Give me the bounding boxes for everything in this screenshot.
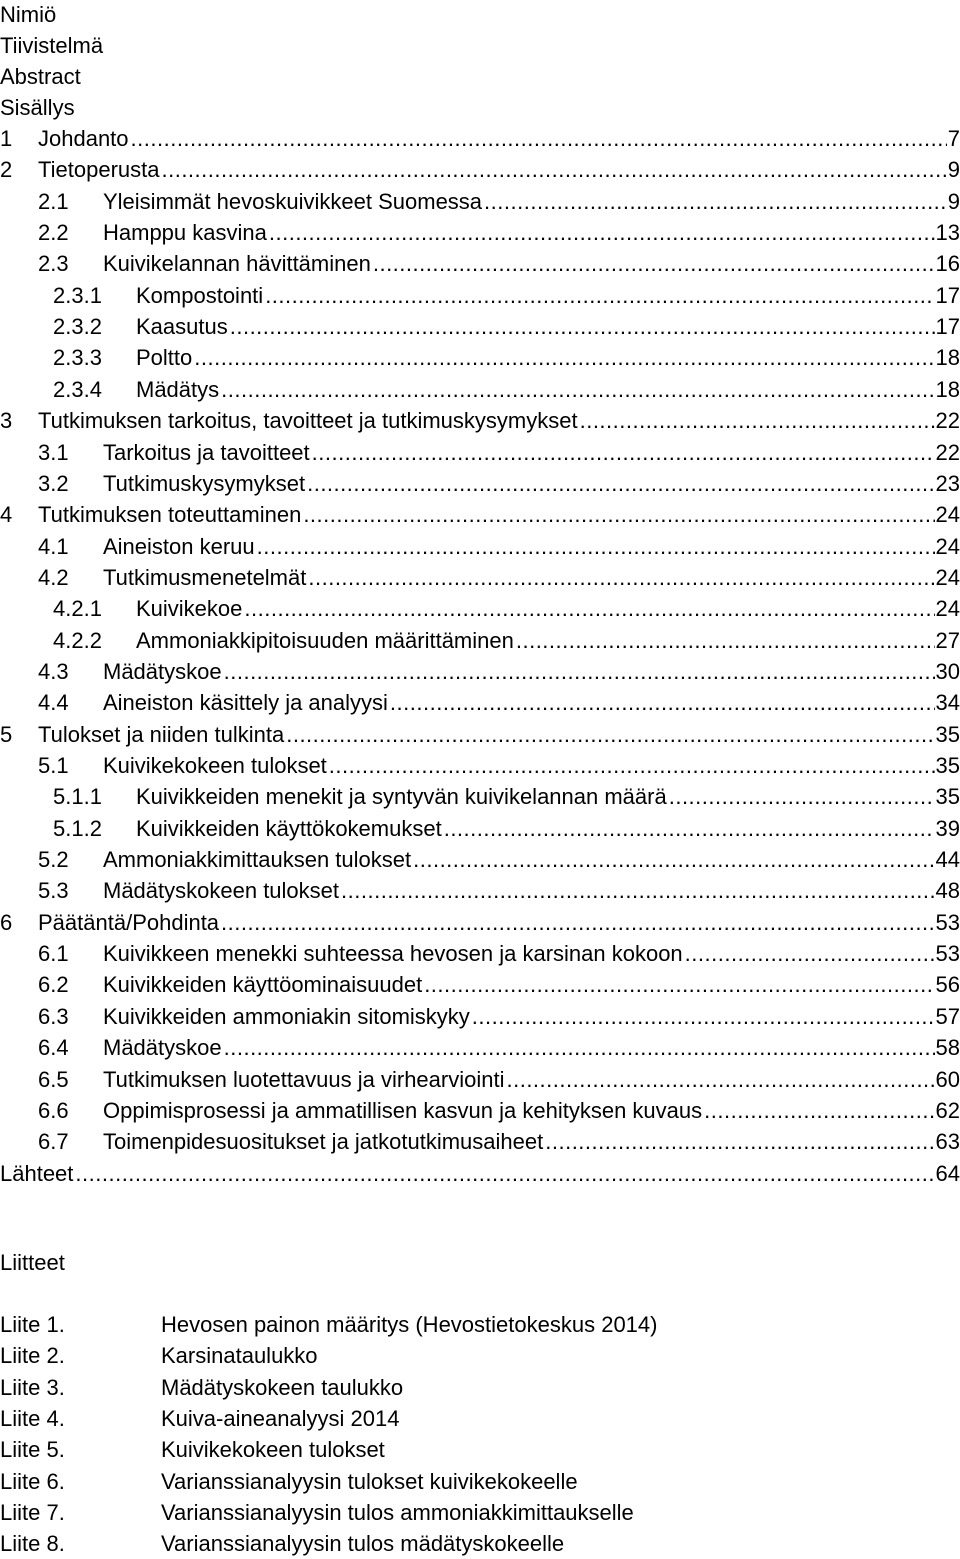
- toc-dot-leader: [75, 1161, 934, 1187]
- toc-entry-number: 2: [0, 157, 13, 182]
- toc-dot-leader: [424, 972, 934, 998]
- toc-entry-page-number: 34: [935, 690, 960, 715]
- toc-entry-page-number: 53: [935, 941, 960, 966]
- toc-dot-leader: [244, 596, 934, 622]
- toc-entry[interactable]: [0, 314, 960, 340]
- toc-dot-leader: [373, 251, 935, 277]
- toc-entry-page-number: 7: [947, 126, 960, 151]
- toc-dot-leader: [224, 1035, 935, 1061]
- toc-entry[interactable]: [0, 157, 960, 183]
- toc-entry-page-number: 18: [935, 345, 960, 370]
- toc-entry-title: Tarkoitus ja tavoitteet: [103, 440, 310, 465]
- toc-dot-leader: [221, 910, 934, 936]
- toc-entry-number: 6.3: [38, 1004, 69, 1029]
- toc-entry-title: Kuivikekokeen tulokset: [103, 753, 327, 778]
- toc-entry[interactable]: [0, 440, 960, 466]
- toc-entry[interactable]: [0, 722, 960, 748]
- appendix-title: Kuivikekokeen tulokset: [161, 1437, 385, 1462]
- toc-entry-title: Kuivikkeiden käyttökokemukset: [136, 816, 442, 841]
- toc-entry-number: 4.3: [38, 659, 69, 684]
- toc-entry[interactable]: [0, 1098, 960, 1124]
- appendix-label: Liite 2.: [0, 1343, 65, 1368]
- toc-entry[interactable]: [0, 941, 960, 967]
- toc-dot-leader: [194, 345, 934, 371]
- appendix-label: Liite 5.: [0, 1437, 65, 1462]
- toc-dot-leader: [704, 1098, 934, 1124]
- toc-entry[interactable]: [0, 784, 960, 810]
- toc-entry-title: Tutkimuskysymykset: [103, 471, 306, 496]
- toc-entry-title: Tutkimuksen luotettavuus ja virhearviointi: [103, 1067, 505, 1092]
- toc-entry-title: Mädätyskokeen tulokset: [103, 878, 340, 903]
- toc-dot-leader: [580, 408, 935, 434]
- toc-entry-title: Aineiston keruu: [103, 534, 255, 559]
- toc-entry-number: 4.2: [38, 565, 69, 590]
- toc-entry-title: Tutkimuksen tarkoitus, tavoitteet ja tutkimuskysymykset: [38, 408, 578, 433]
- toc-entry[interactable]: [0, 502, 960, 528]
- toc-entry[interactable]: [0, 1035, 960, 1061]
- toc-entry-number: 6.4: [38, 1035, 69, 1060]
- appendix-title: Varianssianalyysin tulos mädätyskokeelle: [161, 1531, 565, 1556]
- toc-entry-number: 3.2: [38, 471, 69, 496]
- toc-dot-leader: [161, 157, 946, 183]
- toc-entry-page-number: 35: [935, 753, 960, 778]
- toc-entry-number: 1: [0, 126, 13, 151]
- toc-entry-page-number: 58: [935, 1035, 960, 1060]
- toc-entry-page-number: 35: [935, 784, 960, 809]
- toc-entry-number: 2.3.2: [53, 314, 102, 339]
- toc-entry-number: 6.1: [38, 941, 69, 966]
- toc-entry-title: Ammoniakkimittauksen tulokset: [103, 847, 412, 872]
- appendix-label: Liite 7.: [0, 1500, 65, 1525]
- toc-entry-number: 6.6: [38, 1098, 69, 1123]
- toc-dot-leader: [545, 1129, 934, 1155]
- toc-entry-number: 2.3.4: [53, 377, 102, 402]
- toc-entry-number: 4.2.2: [53, 628, 102, 653]
- toc-dot-leader: [224, 659, 935, 685]
- toc-entry[interactable]: [0, 1067, 960, 1093]
- toc-entry-number: 3.1: [38, 440, 69, 465]
- toc-entry[interactable]: [0, 126, 960, 152]
- toc-entry-title: Kuivikkeiden menekit ja syntyvän kuivikelannan määrä: [136, 784, 667, 809]
- toc-entry-number: 5: [0, 722, 13, 747]
- toc-dot-leader: [444, 816, 935, 842]
- toc-entry-page-number: 22: [935, 408, 960, 433]
- toc-entry-title: Kompostointi: [136, 283, 264, 308]
- appendix-title: Mädätyskokeen taulukko: [161, 1375, 404, 1400]
- toc-entry[interactable]: [0, 1129, 960, 1155]
- toc-entry-title: Ammoniakkipitoisuuden määrittäminen: [136, 628, 514, 653]
- toc-entry[interactable]: [0, 910, 960, 936]
- toc-dot-leader: [221, 377, 934, 403]
- toc-dot-leader: [230, 314, 935, 340]
- toc-dot-leader: [257, 534, 935, 560]
- toc-dot-leader: [390, 690, 935, 716]
- toc-dot-leader: [286, 722, 934, 748]
- toc-entry-title: Kuivikkeiden ammoniakin sitomiskyky: [103, 1004, 470, 1029]
- toc-entry-page-number: 64: [935, 1161, 960, 1186]
- toc-dot-leader: [308, 565, 934, 591]
- toc-entry-page-number: 24: [935, 534, 960, 559]
- toc-dot-leader: [265, 283, 934, 309]
- toc-dot-leader: [329, 753, 935, 779]
- toc-entry-page-number: 18: [935, 377, 960, 402]
- toc-entry-title: Mädätyskoe: [103, 1035, 222, 1060]
- toc-entry-number: 2.3.1: [53, 283, 102, 308]
- toc-entry[interactable]: [0, 628, 960, 654]
- toc-entry-page-number: 24: [935, 565, 960, 590]
- toc-dot-leader: [506, 1067, 934, 1093]
- toc-entry-page-number: 23: [935, 471, 960, 496]
- toc-entry-title: Mädätyskoe: [103, 659, 222, 684]
- toc-entry-title: Tietoperusta: [38, 157, 160, 182]
- front-matter-item-tiivistelma: Tiivistelmä: [0, 33, 104, 58]
- toc-entry-title: Päätäntä/Pohdinta: [38, 910, 220, 935]
- toc-entry-page-number: 63: [935, 1129, 960, 1154]
- toc-entry-title: Tulokset ja niiden tulkinta: [38, 722, 285, 747]
- toc-entry-number: 2.1: [38, 189, 69, 214]
- toc-entry[interactable]: [0, 847, 960, 873]
- appendix-title: Varianssianalyysin tulos ammoniakkimittaukselle: [161, 1500, 634, 1525]
- toc-entry-number: 4.2.1: [53, 596, 102, 621]
- toc-entry-page-number: 24: [935, 502, 960, 527]
- toc-entry-page-number: 30: [935, 659, 960, 684]
- toc-entry[interactable]: [0, 753, 960, 779]
- toc-entry-number: 5.2: [38, 847, 69, 872]
- toc-entry[interactable]: [0, 471, 960, 497]
- appendix-label: Liite 4.: [0, 1406, 65, 1431]
- toc-entry-page-number: 17: [935, 283, 960, 308]
- toc-dot-leader: [307, 471, 934, 497]
- toc-entry-page-number: 24: [935, 596, 960, 621]
- toc-entry[interactable]: [0, 408, 960, 434]
- toc-entry-page-number: 57: [935, 1004, 960, 1029]
- toc-entry[interactable]: [0, 220, 960, 246]
- toc-dot-leader: [303, 502, 934, 528]
- toc-entry-page-number: 62: [935, 1098, 960, 1123]
- front-matter-item-sisallys: Sisällys: [0, 95, 75, 120]
- toc-entry-title: Kuivikelannan hävittäminen: [103, 251, 371, 276]
- toc-dot-leader: [669, 784, 935, 810]
- toc-entry-number: 2.2: [38, 220, 69, 245]
- appendix-label: Liite 1.: [0, 1312, 65, 1337]
- appendix-label: Liite 6.: [0, 1469, 65, 1494]
- toc-entry[interactable]: [0, 878, 960, 904]
- toc-entry[interactable]: [0, 1161, 960, 1187]
- toc-entry-title: Johdanto: [38, 126, 129, 151]
- toc-entry-number: 4: [0, 502, 13, 527]
- toc-entry-number: 4.4: [38, 690, 69, 715]
- toc-entry-page-number: 13: [935, 220, 960, 245]
- toc-entry-page-number: 44: [935, 847, 960, 872]
- toc-dot-leader: [413, 847, 934, 873]
- toc-entry[interactable]: [0, 189, 960, 215]
- toc-entry-number: 6.2: [38, 972, 69, 997]
- toc-entry-page-number: 53: [935, 910, 960, 935]
- toc-entry[interactable]: [0, 1004, 960, 1030]
- toc-entry-number: 2.3: [38, 251, 69, 276]
- toc-entry-title: Poltto: [136, 345, 193, 370]
- toc-entry-page-number: 22: [935, 440, 960, 465]
- toc-dot-leader: [341, 878, 934, 904]
- toc-dot-leader: [516, 628, 935, 654]
- toc-entry-title: Kuivikkeen menekki suhteessa hevosen ja karsinan kokoon: [103, 941, 683, 966]
- toc-entry[interactable]: [0, 565, 960, 591]
- appendix-title: Karsinataulukko: [161, 1343, 318, 1368]
- toc-entry-number: 5.1.1: [53, 784, 102, 809]
- toc-entry-number: 6: [0, 910, 13, 935]
- appendix-label: Liite 3.: [0, 1375, 65, 1400]
- front-matter-item-abstract: Abstract: [0, 64, 81, 89]
- toc-entry[interactable]: [0, 251, 960, 277]
- toc-entry-page-number: 48: [935, 878, 960, 903]
- toc-entry-number: 2.3.3: [53, 345, 102, 370]
- toc-entry-title: Aineiston käsittely ja analyysi: [103, 690, 388, 715]
- toc-entry-title: Yleisimmät hevoskuivikkeet Suomessa: [103, 189, 483, 214]
- toc-entry[interactable]: [0, 816, 960, 842]
- toc-entry-page-number: 56: [935, 972, 960, 997]
- toc-entry[interactable]: [0, 972, 960, 998]
- toc-dot-leader: [269, 220, 935, 246]
- toc-dot-leader: [484, 189, 947, 215]
- toc-entry-page-number: 9: [947, 189, 960, 214]
- appendix-label: Liite 8.: [0, 1531, 65, 1556]
- appendix-title: Hevosen painon määritys (Hevostietokeskus 2014): [161, 1312, 658, 1337]
- toc-entry-title: Mädätys: [136, 377, 220, 402]
- toc-entry-page-number: 16: [935, 251, 960, 276]
- toc-entry-title: Toimenpidesuositukset ja jatkotutkimusaiheet: [103, 1129, 544, 1154]
- toc-entry-number: 5.3: [38, 878, 69, 903]
- toc-entry-page-number: 17: [935, 314, 960, 339]
- toc-entry-title: Kuivikekoe: [136, 596, 243, 621]
- toc-entry[interactable]: [0, 596, 960, 622]
- front-matter-item-nimio: Nimiö: [0, 2, 57, 27]
- toc-entry-title: Hamppu kasvina: [103, 220, 267, 245]
- toc-dot-leader: [472, 1004, 935, 1030]
- toc-entry[interactable]: [0, 690, 960, 716]
- toc-entry-number: 4.1: [38, 534, 69, 559]
- appendices-heading: Liitteet: [0, 1250, 65, 1275]
- toc-entry-number: 5.1.2: [53, 816, 102, 841]
- toc-entry-title: Lähteet: [0, 1161, 74, 1186]
- appendix-title: Varianssianalyysin tulokset kuivikekokeelle: [161, 1469, 578, 1494]
- toc-entry[interactable]: [0, 377, 960, 403]
- toc-entry-number: 6.7: [38, 1129, 69, 1154]
- toc-entry[interactable]: [0, 659, 960, 685]
- toc-entry-page-number: 9: [947, 157, 960, 182]
- toc-entry-number: 6.5: [38, 1067, 69, 1092]
- appendix-title: Kuiva-aineanalyysi 2014: [161, 1406, 400, 1431]
- toc-entry-number: 5.1: [38, 753, 69, 778]
- toc-entry[interactable]: [0, 283, 960, 309]
- toc-entry-number: 3: [0, 408, 13, 433]
- toc-entry-title: Kuivikkeiden käyttöominaisuudet: [103, 972, 423, 997]
- toc-entry-page-number: 27: [935, 628, 960, 653]
- toc-entry-title: Tutkimusmenetelmät: [103, 565, 307, 590]
- toc-entry-title: Kaasutus: [136, 314, 228, 339]
- toc-entry-page-number: 39: [935, 816, 960, 841]
- toc-entry[interactable]: [0, 534, 960, 560]
- toc-entry-title: Oppimisprosessi ja ammatillisen kasvun ja kehityksen kuvaus: [103, 1098, 703, 1123]
- toc-dot-leader: [685, 941, 935, 967]
- toc-entry-page-number: 35: [935, 722, 960, 747]
- toc-entry[interactable]: [0, 345, 960, 371]
- toc-entry-title: Tutkimuksen toteuttaminen: [38, 502, 302, 527]
- toc-entry-page-number: 60: [935, 1067, 960, 1092]
- toc-dot-leader: [131, 126, 947, 152]
- toc-dot-leader: [312, 440, 935, 466]
